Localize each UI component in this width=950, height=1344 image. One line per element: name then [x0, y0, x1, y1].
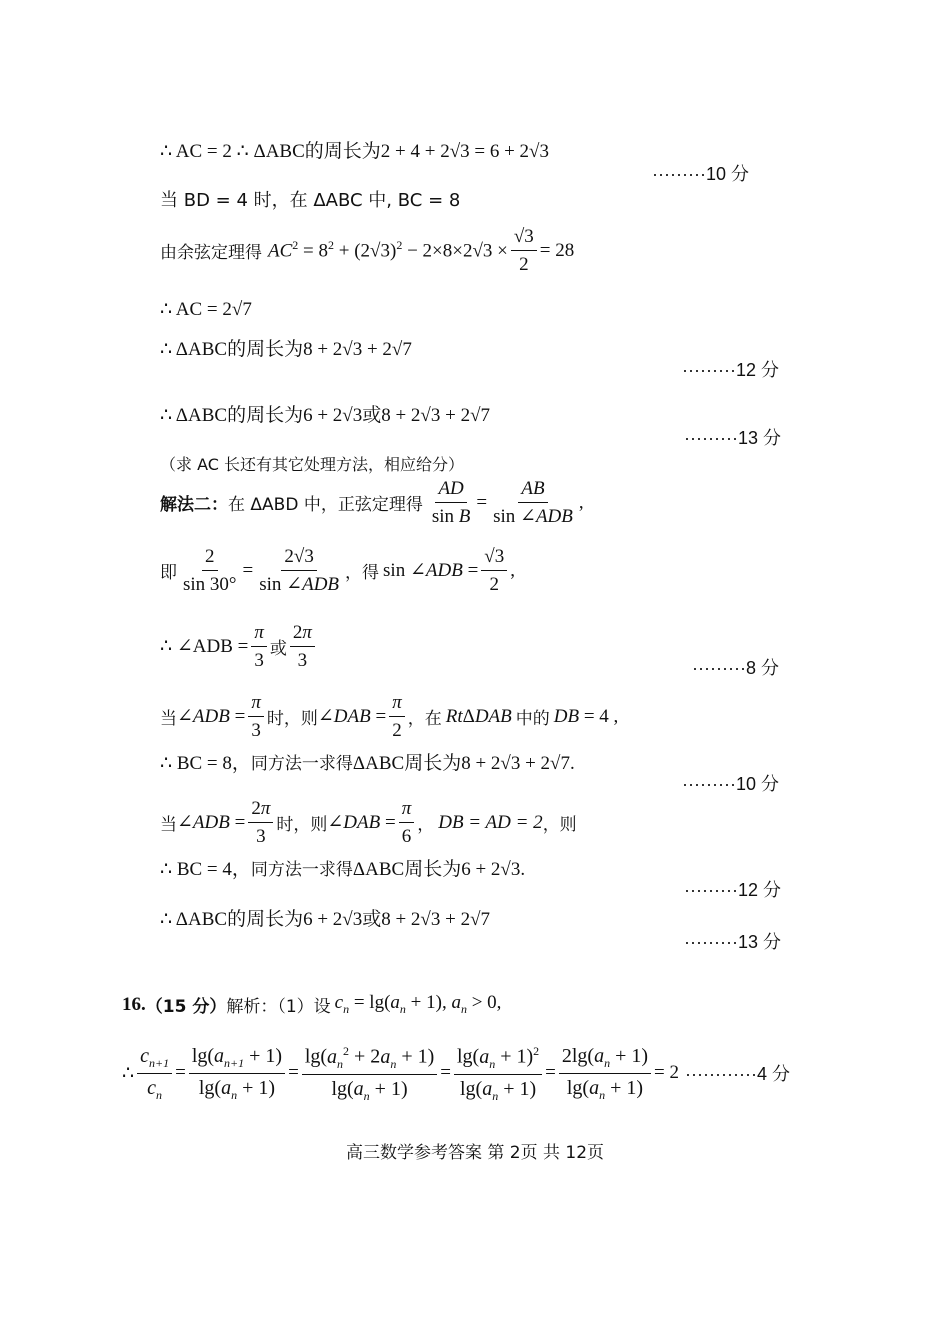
line-perimeter-2	[160, 334, 412, 361]
text-line-4: ∴ AC = 2√7	[160, 299, 252, 320]
text-bc-4: ∴ BC = 4，	[160, 859, 251, 880]
line-method-two: 解法二： 在 ΔABD 中，正弦定理得 $\frac{AD}{\text{sin B}}$ = $\frac{AB}{\text{sin ∠ADB}}$ ,	[160, 478, 584, 527]
fraction-lg-1: $\frac{\lg(a_{n+1} + 1)}{\lg(a_n + 1)}$	[189, 1045, 285, 1102]
line-case-2pi3: 当 ∠ADB = $\frac{2\pi}{3}$ 时，则 ∠DAB = $\frac{\pi}{6}$ ， DB = AD = 2 ，则	[160, 798, 577, 847]
fraction-ad-over-sinb: $\frac{AD}{\text{sin B}}$	[431, 478, 471, 527]
text-line-15: ∴ ΔABC的周长为6 + 2√3或8 + 2√3 + 2√7	[160, 909, 491, 930]
line-sine-solve: 即 $\frac{2}{\sin 30^\circ}$ = $\frac{2√3}{\text{sin ∠ADB}}$ ，得 sin ∠ADB = $\frac{√3}{2}$ ,	[160, 546, 515, 595]
fraction-pi-over-6: $\frac{\pi}{6}$	[399, 798, 415, 847]
fraction-pi-over-3-b: $\frac{\pi}{3}$	[248, 692, 264, 741]
text-line-6: ∴ ΔABC的周长为6 + 2√3或8 + 2√3 + 2√7	[160, 405, 491, 426]
line-bc-8	[160, 748, 575, 775]
cosine-equation-right: = 28	[539, 239, 575, 261]
text-ji: 即	[160, 563, 177, 583]
line-problem-16	[122, 992, 501, 1017]
fraction-2pi-over-3: $\frac{2\pi}{3}$	[290, 622, 315, 671]
fraction-2-over-sin30: $\frac{2}{\sin 30^\circ}$	[183, 546, 237, 595]
text-line-5: ∴ ΔABC的周长为8 + 2√3 + 2√7	[160, 339, 412, 360]
text-ze: ，则	[542, 815, 577, 835]
score-8: ·········8 分	[692, 658, 779, 678]
text-analysis: 解析：（1）设	[226, 997, 331, 1017]
text-db-ad-2: DB = AD = 2	[438, 811, 543, 833]
cosine-equation-left: $AC^2 = 8^2 + (2√3)^2 - 2\times 8\times 2√3$ ×	[268, 238, 508, 262]
text-cosine-prefix: 由余弦定理得	[160, 243, 262, 263]
fraction-2sqrt3-over-sinadb: $\frac{2√3}{\text{sin ∠ADB}}$	[259, 546, 340, 595]
equation-cn-definition: $c_n = \lg(a_n + 1)$, $a_n > 0$,	[334, 992, 502, 1016]
page-footer: 高三数学参考答案 第 2页 共 12页	[345, 1143, 605, 1163]
text-same-method-2: 同方法一求得	[250, 860, 353, 880]
text-line-1: ∴ AC = 2 ∴ ΔABC的周长为2 + 4 + 2√3 = 6 + 2√3	[160, 141, 549, 162]
fraction-lg-4: $\frac{2\lg(a_n + 1)}{\lg(a_n + 1)}$	[559, 1045, 651, 1102]
text-de: ，得	[345, 563, 380, 583]
score-4: ············4 分	[685, 1064, 790, 1085]
line-ac-perimeter-1	[160, 136, 549, 163]
line-cosine-law	[160, 226, 574, 275]
text-angle-adb: ∴ ∠ADB =	[160, 636, 249, 657]
line-case-pi3: 当 ∠ADB = $\frac{\pi}{3}$ 时，则 ∠DAB = $\frac{\pi}{2}$ ，在 RtΔDAB 中的 DB = 4 ,	[160, 692, 619, 741]
problem-points: （15 分）	[145, 997, 227, 1017]
fraction-sqrt3-over-2: $\frac{√3}{2}$	[511, 226, 537, 275]
fraction-2pi-over-3-b: $\frac{2\pi}{3}$	[248, 798, 273, 847]
fraction-pi-over-3: $\frac{\pi}{3}$	[251, 622, 267, 671]
fraction-pi-over-2: $\frac{\pi}{2}$	[389, 692, 405, 741]
text-comma: ，	[417, 815, 435, 835]
score-13-a: ·········13 分	[684, 428, 781, 448]
fraction-lg-3: $\frac{\lg(a_n + 1)^2}{\lg(a_n + 1)}$	[454, 1044, 542, 1103]
text-shi-ze-2: 时，则	[276, 815, 328, 835]
score-12-b: ·········12 分	[684, 880, 781, 900]
score-10-b: ·········10 分	[682, 774, 779, 794]
fraction-sqrt3-over-2-b: $\frac{√3}{2}$	[481, 546, 507, 595]
fraction-ab-over-sinadb: $\frac{AB}{\text{sin ∠ADB}}$	[493, 478, 573, 527]
text-or: 或	[269, 639, 287, 659]
line-bc-4	[160, 854, 525, 881]
label-method-two: 解法二：	[160, 495, 228, 515]
text-dang-1: 当	[160, 709, 177, 729]
line-bd-4	[160, 186, 460, 212]
fraction-lg-2: $\frac{\lg(a_n^2 + 2a_n + 1)}{\lg(a_n + 1)}$	[302, 1044, 437, 1103]
text-zhong-de: 中的	[515, 709, 550, 729]
line-note	[160, 452, 464, 475]
text-perimeter-4: ΔABC周长为6 + 2√3.	[352, 859, 526, 880]
text-line-2: 当 BD = 4 时，在 ΔABC 中, BC = 8	[160, 190, 461, 211]
text-note: （求 AC 长还有其它处理方法，相应给分）	[160, 455, 465, 474]
text-shi-ze-1: 时，则	[266, 709, 318, 729]
text-bc-8: ∴ BC = 8，	[160, 753, 251, 774]
score-12-a: ·········12 分	[682, 360, 779, 380]
line-ratio-equation: ∴ $\frac{c_{n+1}}{c_n}$ = $\frac{\lg(a_{n+1} + 1)}{\lg(a_n + 1)}$ = $\frac{\lg(a_n^2 + 2a_n + 1)}{\lg(a_n + 1)}$ = $\frac{\lg(a_n + 1)^2}{\lg(a_n + 1)}$ = $\frac{2\lg(a_n + 1)}{\lg(a_n + 1)}$ = 2 ············4 分	[122, 1044, 790, 1103]
score-13-b: ·········13 分	[684, 932, 781, 952]
text-same-method-1: 同方法一求得	[250, 754, 353, 774]
fraction-cn1-over-cn: $\frac{c_{n+1}}{c_n}$	[137, 1045, 172, 1102]
line-angle-adb	[160, 622, 318, 671]
text-perimeter-3: ΔABC周长为8 + 2√3 + 2√7.	[352, 753, 575, 774]
problem-number: 16.	[122, 993, 146, 1015]
text-method-two: 在 ΔABD 中，正弦定理得	[228, 495, 423, 515]
text-zai: ，在	[407, 709, 442, 729]
text-dang-2: 当	[160, 815, 177, 835]
line-perimeter-conclusion-2	[160, 904, 490, 931]
line-ac-2sqrt7	[160, 298, 252, 321]
score-10-a: ·········10 分	[652, 164, 749, 184]
line-perimeter-conclusion-1	[160, 400, 490, 427]
